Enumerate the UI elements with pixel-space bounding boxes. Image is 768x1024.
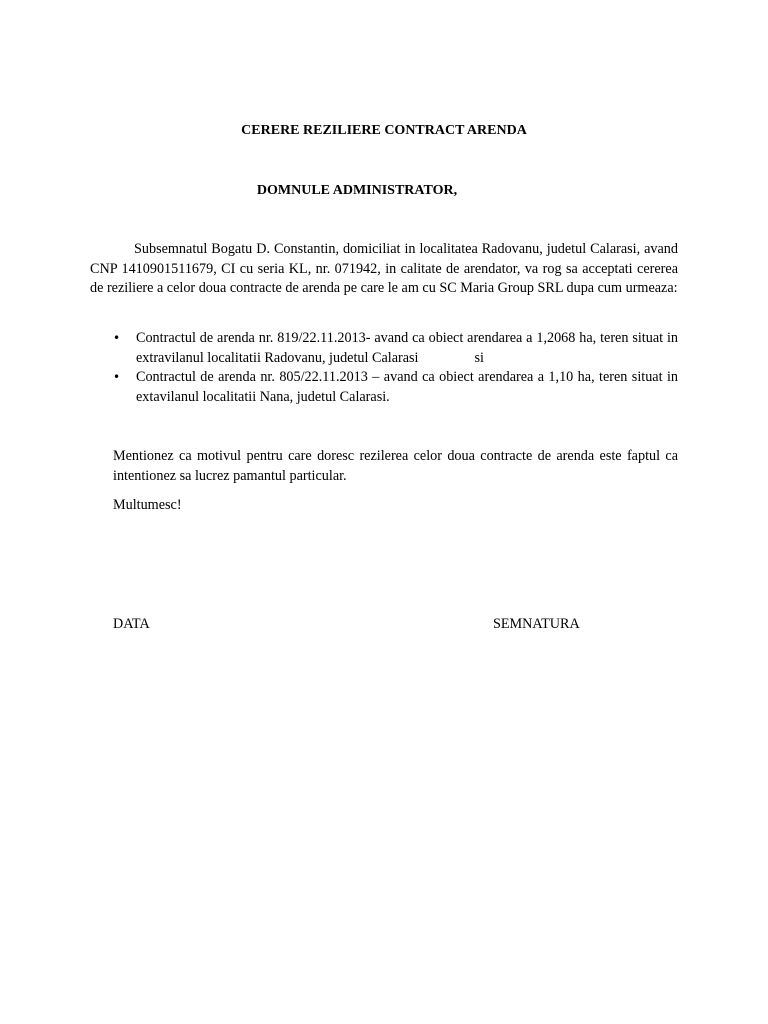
date-label: DATA [113, 616, 150, 632]
bullet-icon: • [113, 370, 121, 384]
signature-label: SEMNATURA [493, 616, 580, 632]
reason-paragraph: Mentionez ca motivul pentru care doresc rezilerea celor doua contracte de arenda este faptul ca intentionez sa lucrez pamantul particular. [113, 448, 678, 484]
contracts-list [90, 329, 678, 407]
list-item [90, 368, 678, 407]
contract-conjunction: si [474, 349, 484, 366]
list-item [90, 329, 678, 368]
contract-text: Contractul de arenda nr. 819/22.11.2013- avand ca obiect arendarea a 1,2068 ha, teren situat in extravilanul localitatii Radovanu, judetul Calarasi [136, 330, 678, 366]
contract-text: Contractul de arenda nr. 805/22.11.2013 – avand ca obiect arendarea a 1,10 ha, teren situat in extavilanul localitatii Nana, judetul Calarasi. [136, 369, 678, 405]
bullet-icon: • [113, 331, 121, 345]
intro-paragraph: Subsemnatul Bogatu D. Constantin, domiciliat in localitatea Radovanu, judetul Calarasi, avand CNP 1410901511679, CI cu seria KL, nr. 071942, in calitate de arendator, va rog sa acceptati cererea de reziliere a celor doua contracte de arenda pe care le am cu SC Maria Group SRL dupa cum urmeaza: [90, 241, 678, 296]
thanks-line: Multumesc! [113, 497, 182, 513]
document-title: CERERE REZILIERE CONTRACT ARENDA [241, 123, 527, 138]
salutation: DOMNULE ADMINISTRATOR, [256, 183, 458, 198]
